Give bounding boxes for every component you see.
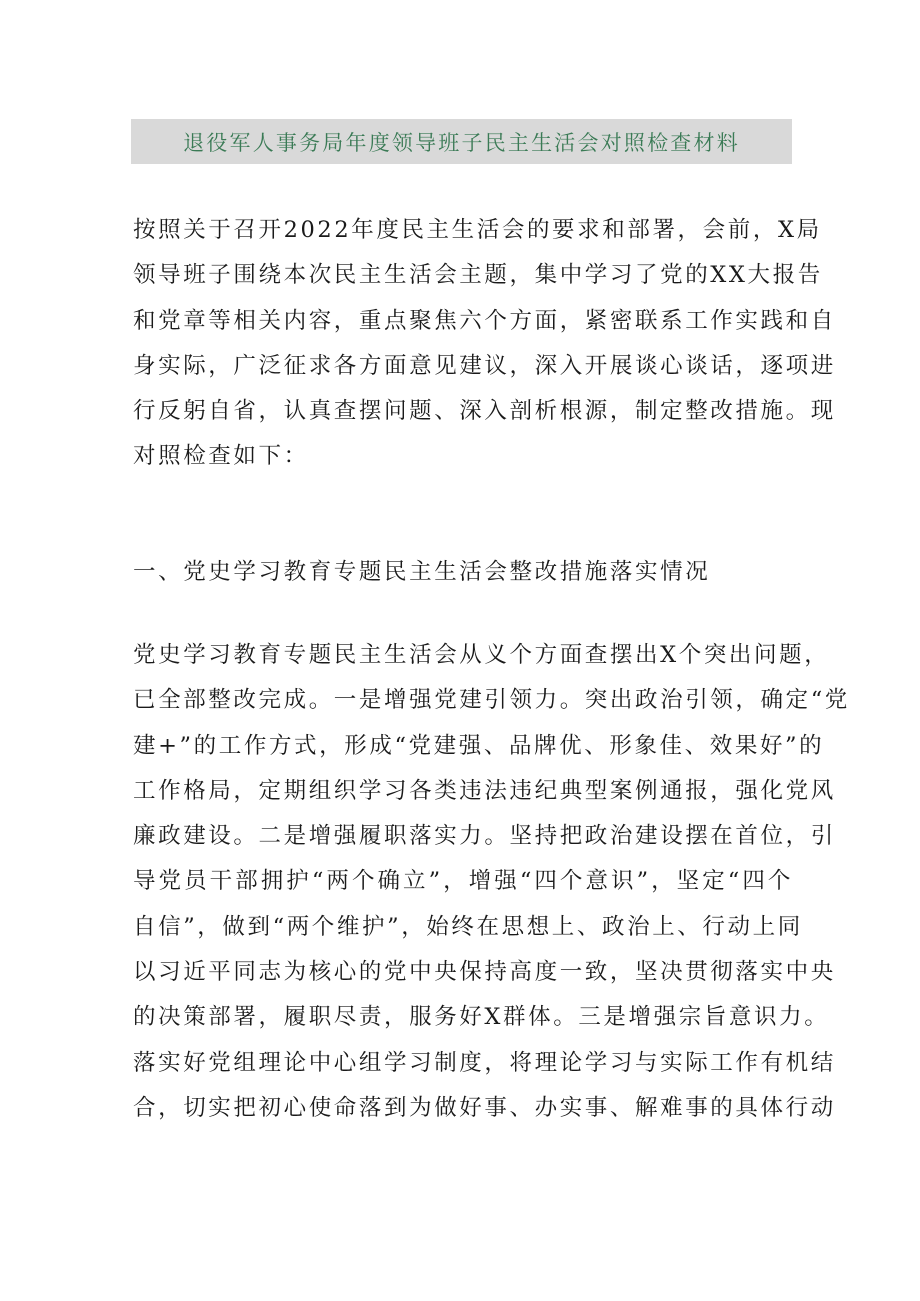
paragraph-line: 党史学习教育专题民主生活会从义个方面查摆出X个突出问题， <box>133 642 830 668</box>
document-title: 退役军人事务局年度领导班子民主生活会对照检查材料 <box>183 130 740 155</box>
paragraph-line: 已全部整改完成。一是增强党建引领力。突出政治引领，确定“党 <box>133 687 850 714</box>
paragraph-line: 对照检查如下： <box>133 443 309 470</box>
paragraph-line: 廉政建设。二是增强履职落实力。坚持把政治建设摆在首位，引 <box>133 823 836 850</box>
intro-paragraph <box>133 208 836 480</box>
paragraph-line: 领导班子围绕本次民主生活会主题，集中学习了党的XX大报告 <box>133 262 823 289</box>
document-title-banner <box>131 119 792 164</box>
paragraph-line: 合，切实把初心使命落到为做好事、办实事、解难事的具体行动 <box>133 1094 836 1121</box>
paragraph-line: 建+”的工作方式，形成“党建强、品牌优、形象佳、效果好”的 <box>133 732 825 759</box>
paragraph-line: 工作格局，定期组织学习各类违法违纪典型案例通报，强化党风 <box>133 777 836 804</box>
paragraph-line: 按照关于召开2022年度民主生活会的要求和部署，会前，X局 <box>133 217 822 243</box>
section-body-paragraph <box>133 633 850 1131</box>
paragraph-line: 身实际，广泛征求各方面意见建议，深入开展谈心谈话，逐项进 <box>133 352 836 379</box>
paragraph-line: 以习近平同志为核心的党中央保持高度一致，坚决贯彻落实中央 <box>133 959 836 986</box>
section-heading-block <box>133 550 793 595</box>
paragraph-line: 导党员干部拥护“两个确立”，增强“四个意识”，坚定“四个 <box>133 868 793 895</box>
section-heading: 一、党史学习教育专题民主生活会整改措施落实情况 <box>133 559 711 585</box>
paragraph-line: 自信”，做到“两个维护”，始终在思想上、政治上、行动上同 <box>133 913 803 940</box>
paragraph-line: 的决策部署，履职尽责，服务好X群体。三是增强宗旨意识力。 <box>133 1004 830 1031</box>
paragraph-line: 和党章等相关内容，重点聚焦六个方面，紧密联系工作实践和自 <box>133 307 836 334</box>
paragraph-line: 落实好党组理论中心组学习制度，将理论学习与实际工作有机结 <box>133 1049 836 1076</box>
paragraph-line: 行反躬自省，认真查摆问题、深入剖析根源，制定整改措施。现 <box>133 398 836 425</box>
